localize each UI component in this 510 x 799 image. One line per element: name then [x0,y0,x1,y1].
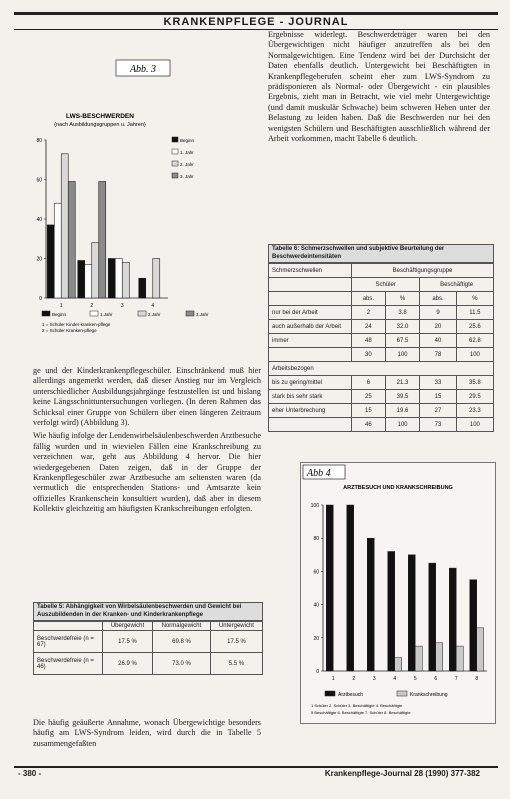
table-5-grid [33,621,263,675]
figure-3-label: Abb. 3 [129,64,157,75]
bottom-legend-label: 2.Jahr [148,312,161,317]
x-tick-label: 3 [372,676,376,682]
table-6-row [269,334,494,348]
journal-header [14,12,498,30]
bar [108,259,115,299]
figure-3-footnote-2: 2 = Schüler Kranken-pflege [42,328,97,333]
bar [477,628,484,671]
right-column-text [268,30,490,147]
page-footer [14,766,498,780]
table-6-unit-row [269,292,494,306]
figure-4-footnote-2: 5 Beschäftigte 6. Beschäftigte 7. Schüler 8. Beschäftigte [311,710,411,715]
page-number: - 380 - [18,769,42,778]
figure-3-subtitle: (nach Ausbildungsgruppen u. Jahren) [54,122,146,128]
table-5-cell: Beschwerdefreie (n = 46) [34,653,103,675]
table-6-cell: bis zu gering/mittel [269,376,352,390]
figure-4-plot-area [311,503,487,682]
table-5-header-cell [34,622,103,631]
x-tick-label: 4 [151,303,155,309]
y-tick-label: 20 [36,256,42,263]
bar [388,551,395,671]
y-tick-label: 80 [313,536,319,543]
x-tick-label: 8 [475,676,479,682]
table-6-unit: abs. [352,292,386,306]
table-6-cell: 23.3 [456,404,493,418]
bar [436,643,443,671]
table-6-cell: 33 [420,376,457,390]
table-5-cell: 17.5 % [210,631,262,653]
bar [99,181,106,298]
table-6-row [269,418,494,432]
table-6-cell: 29.5 [456,390,493,404]
table-6-group-header: Beschäftigungsgruppe [352,264,494,278]
table-6-row [269,320,494,334]
table-6-cell: 40 [420,334,457,348]
table-5-header-row [34,622,263,631]
bar [408,555,415,671]
table-6-cell: 21.3 [385,376,419,390]
bar [61,154,68,298]
bar [92,243,99,298]
figure-3-bottom-legend [42,311,209,317]
x-tick-label: 5 [413,676,417,682]
table-6-cell: 67.5 [385,334,419,348]
y-tick-label: 0 [316,669,319,675]
table-6-subheader-row [269,278,494,292]
table-6-unit: % [385,292,419,306]
journal-citation: Krankenpflege-Journal 28 (1990) 377-382 [324,769,480,778]
table-6-cell: 78 [420,348,457,362]
table-6-unit: abs. [420,292,457,306]
x-tick-label: 7 [454,676,458,682]
right-paragraph-1: Ergebnisse widerlegt. Beschwerdeträger waren bei den Übergewichtigen nicht häufiger anzutreffen als bei den Normalgewichtigen. Eine Tendenz wird bei der Durchsicht der Daten ebenfalls deutlich. Untergewicht bei Beschäftigten in Krankenpflegeberufen scheint eher zum LWS-Syndrom zu prädisponieren als Normal- oder Übergewicht - ein plausibles Ergebnis, zieht man in Betracht, wie viel mehr Untergewichtige (und damit muskulär Schwache) beim schweren Heben unter der Belastung zu leiden haben. Daß die Beschwerden nur bei den wenigsten Schülern und Beschäftigten ausschließlich während der Arbeit vorkommen, macht Tabelle 6 deutlich. [268,30,490,144]
bottom-legend-label: Beginn [52,312,67,317]
bottom-legend-label: 1.Jahr [100,312,113,317]
table-6-cell: 25 [352,390,386,404]
legend-swatch [172,149,178,154]
left-paragraph-2: Wie häufig infolge der Lendenwirbelsäulenbeschwerden Arztbesuche fällig wurden und in wievielen Fällen eine Krankschreibung zu verzeichnen war, geht aus Abbildung 4 hervor. Die hier wiedergegebenen Daten zeigen, daß in der Gruppe der Krankenpflegeschüler zwar Arztbesuche am seltensten waren (da vermutlich die entsprechenden Stations- und Amtsarzte kein offizielles Krankenschein konsultiert wurden), daß aber in diesem Kollektiv gleichzeitig am häufigsten Krankschreibungen erfolgten. [33,431,261,514]
bar [78,260,85,298]
table-6-cell: 100 [385,348,419,362]
y-tick-label: 80 [36,138,42,144]
bar [47,225,54,298]
figure-3-chart [28,58,256,358]
bar [347,505,354,671]
table-6-cell: nur bei der Arbeit [269,306,352,320]
bar [54,203,61,298]
bar [122,262,129,298]
table-6 [268,244,494,432]
table-6-row [269,348,494,362]
table-6-row [269,404,494,418]
bar [456,646,463,671]
table-6-cell: 100 [456,418,493,432]
table-6-cell: immer [269,334,352,348]
legend-swatch [172,173,178,178]
table-6-cell: 35.8 [456,376,493,390]
table-6-grid [268,263,494,432]
table-6-row [269,306,494,320]
y-tick-label: 100 [310,503,319,509]
legend-label: 2. Jahr [180,162,194,167]
legend-swatch [172,137,178,142]
bar [470,580,477,671]
table-6-row [269,376,494,390]
table-5-row [34,653,263,675]
table-6-body [269,306,494,432]
figure-3-plot-area [36,138,168,309]
legend-swatch [325,691,335,696]
y-tick-label: 60 [313,569,319,576]
bottom-legend-swatch [186,311,194,316]
y-tick-label: 40 [36,217,42,223]
table-6-row [269,390,494,404]
table-6-cell: 100 [456,348,493,362]
table-6-row [269,362,494,376]
y-tick-label: 40 [313,602,319,609]
legend-label: Arztbesuch [338,692,364,698]
table-6-cell: 100 [385,418,419,432]
table-6-cell: 46 [352,418,386,432]
x-tick-label: 3 [120,303,124,309]
left-paragraph-1: ge und der Kinderkrankenpflegeschüler. Einschränkend muß hier allerdings angemerkt werden, daß dieser Anstieg nur im Vergleich unterschiedlicher Ausbildungsjahrgänge festzustellen ist und bislang keine Längsschnittuntersuchungen vorliegen. (In deren Rahmen das Schicksal einer Gruppe von Schülern über einen längeren Zeitraum verfolgt wird) (Abbildung 3). [33,366,261,428]
table-5-header-cell: Normalgewicht [153,622,211,631]
y-tick-label: 0 [39,296,42,302]
table-6-cell: eher Unterbrechung [269,404,352,418]
table-5 [33,602,263,675]
bar [326,505,333,671]
table-5-header-cell: Untergewicht [210,622,262,631]
table-6-sub-schueler: Schüler [352,278,420,292]
table-6-cell: 73 [420,418,457,432]
figure-3 [28,58,256,358]
table-6-cell [269,418,352,432]
table-6-cell: 6 [352,376,386,390]
bar [153,259,160,299]
left-paragraph-3: Die häufig geäußerte Annahme, wonach Übergewichtige besonders häufig am LWS-Syndrom leiden, wird durch die in Tabelle 5 zusammengefaßten [33,718,261,748]
x-tick-label: 2 [352,676,356,682]
table-5-cell: Beschwerdefreie (n = 67) [34,631,103,653]
bar [115,259,122,299]
table-6-cell: 32.0 [385,320,419,334]
table-6-cell: 19.6 [385,404,419,418]
table-6-cell: 11.5 [456,306,493,320]
x-tick-label: 1 [331,676,335,682]
table-6-cell: 25.6 [456,320,493,334]
bar [429,563,436,671]
table-6-cell: auch außerhalb der Arbeit [269,320,352,334]
legend-label: Beginn [180,138,195,143]
x-tick-label: 6 [434,676,438,682]
legend-swatch [172,161,178,166]
x-tick-label: 1 [59,303,63,309]
table-6-cell: 39.5 [385,390,419,404]
figure-4-footnote-1: 1 Schüler 2. Schüler 3. Beschäftigte 4. Beschäftigte [311,703,403,708]
x-tick-label: 2 [90,303,94,309]
table-6-cell: 3.8 [385,306,419,320]
figure-3-legend [172,137,195,179]
bar [68,181,75,298]
bottom-legend-swatch [42,311,50,316]
journal-title: KRANKENPFLEGE - JOURNAL [163,16,349,28]
table-6-section-label: Arbeitsbezogen [269,362,494,376]
bottom-legend-swatch [90,311,98,316]
table-6-cell: 15 [352,404,386,418]
table-6-cell: 27 [420,404,457,418]
legend-label: 1. Jahr [180,150,194,155]
bottom-legend-label: 3.Jahr [196,312,209,317]
table-6-header-row [269,264,494,278]
y-tick-label: 20 [313,635,319,642]
table-5-cell: 5.5 % [210,653,262,675]
x-tick-label: 4 [393,676,397,682]
y-tick-label: 60 [36,177,42,184]
table-5-row [34,631,263,653]
left-column-text [33,366,261,518]
figure-4 [300,462,496,724]
table-6-sub-beschaeftigte: Beschäftigte [420,278,494,292]
table-5-header-cell: Übergewicht [103,622,153,631]
legend-swatch [397,691,407,696]
table-6-cell: 20 [420,320,457,334]
bar [415,646,422,671]
table-6-cell: 30 [352,348,386,362]
table-5-cell: 73.0 % [153,653,211,675]
bar [139,278,146,298]
figure-4-label: Abb 4 [307,468,331,479]
bottom-legend-swatch [138,311,146,316]
bar [85,264,92,298]
bar [395,658,402,671]
table-6-cell: 15 [420,390,457,404]
figure-4-title: ARZTBESUCH UND KRANKSCHREIBUNG [343,485,453,491]
figure-3-footnote-1: 1 = Schüler Kinder-kranken-pflege [42,322,111,327]
table-6-cell: stark bis sehr stark [269,390,352,404]
bar [367,538,374,671]
left-column-text-bottom [33,718,261,752]
table-6-caption: Tabelle 6: Schmerzschwellen und subjektive Beurteilung der Beschwerdeintensitäten [268,244,494,263]
table-6-cell: 2 [352,306,386,320]
table-6-cell [269,348,352,362]
legend-label: Krankschreibung [410,692,448,698]
table-5-caption: Tabelle 5: Abhängigkeit von Wirbelsäulenbeschwerden und Gewicht bei Auszubildenden in der Kranken- und Kinderkrankenpflege [33,602,263,621]
table-6-cell: 48 [352,334,386,348]
bar [449,568,456,671]
table-6-cell: 9 [420,306,457,320]
table-6-cell: 24 [352,320,386,334]
table-5-cell: 17.5 % [103,631,153,653]
table-6-col1-header: Schmerzschwellen [269,264,352,278]
legend-label: 3. Jahr [180,174,194,179]
figure-3-title: LWS-BESCHWERDEN [66,113,134,120]
table-5-cell: 69.8 % [153,631,211,653]
figure-4-chart [301,463,495,723]
table-6-unit: % [456,292,493,306]
table-5-cell: 26.9 % [103,653,153,675]
figure-4-legend [325,691,448,698]
table-6-cell: 62.8 [456,334,493,348]
